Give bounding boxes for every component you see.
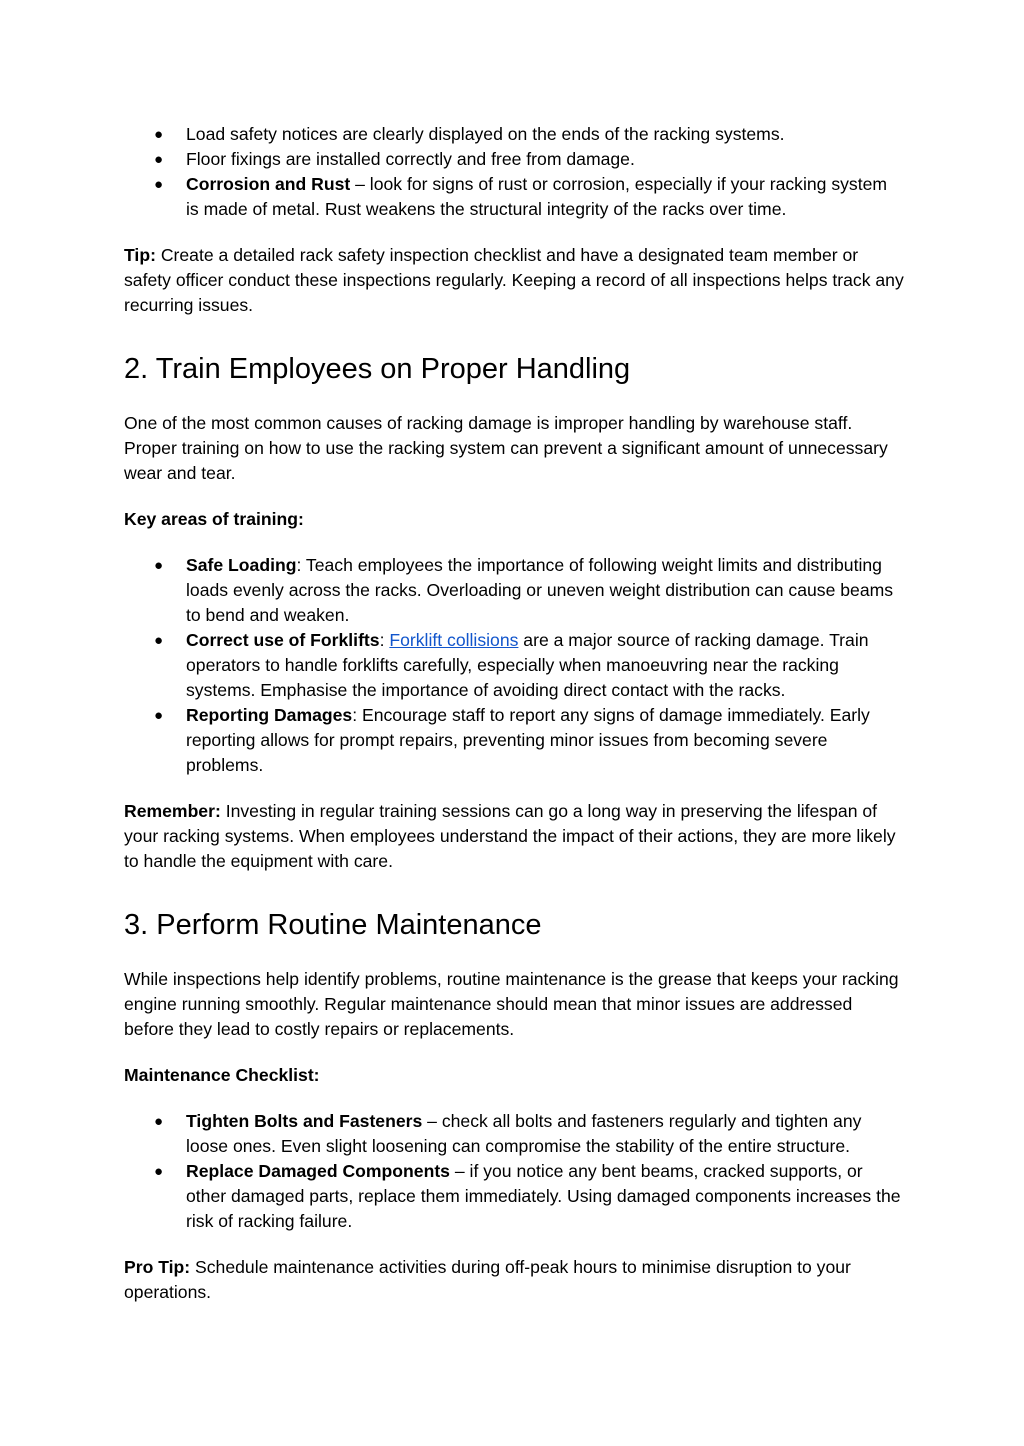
- tip-label: Tip:: [124, 245, 156, 265]
- list-item-bold: Corrosion and Rust: [186, 174, 351, 194]
- list-item: [154, 122, 904, 147]
- training-list: [124, 553, 904, 778]
- list-item: [154, 553, 904, 628]
- list-item-bold: Tighten Bolts and Fasteners: [186, 1111, 423, 1131]
- pro-tip-paragraph: [124, 1255, 904, 1305]
- list-item-bold: Correct use of Forklifts: [186, 630, 380, 650]
- pro-tip-label: Pro Tip:: [124, 1257, 191, 1277]
- list-item-bold: Safe Loading: [186, 555, 297, 575]
- bullet-icon: ●: [154, 632, 164, 649]
- bullet-icon: ●: [154, 151, 164, 168]
- bullet-icon: ●: [154, 176, 164, 193]
- remember-label: Remember:: [124, 801, 221, 821]
- tip-text: Create a detailed rack safety inspection checklist and have a designated team member or safety officer conduct these inspections regularly. Keeping a record of all inspections helps track any recurring issues.: [124, 245, 904, 315]
- list-item-text: are a major source of racking damage. Train operators to handle forklifts carefully, especially when manoeuvring near the racking systems. Emphasise the importance of avoiding direct contact with the racks.: [186, 630, 869, 700]
- list-item: [154, 1109, 904, 1159]
- list-item-text: – check all bolts and fasteners regularly and tighten any loose ones. Even slight loosening can compromise the stability of the entire structure.: [186, 1111, 862, 1156]
- list-item: [154, 172, 904, 222]
- maintenance-list: [124, 1109, 904, 1234]
- section3-intro: While inspections help identify problems, routine maintenance is the grease that keeps your racking engine running smoothly. Regular maintenance should mean that minor issues are addressed before they lead to costly repairs or replacements.: [124, 969, 899, 1039]
- list-item-text: : Teach employees the importance of following weight limits and distributing loads evenly across the racks. Overloading or uneven weight distribution can cause beams to bend and weaken.: [186, 555, 894, 625]
- list-item-text: Floor fixings are installed correctly and free from damage.: [186, 149, 635, 169]
- forklift-collisions-link[interactable]: Forklift collisions: [389, 630, 519, 650]
- list-item-bold: Replace Damaged Components: [186, 1161, 450, 1181]
- bullet-icon: ●: [154, 1163, 164, 1180]
- tip-paragraph: [124, 243, 904, 318]
- list-item: [154, 703, 904, 778]
- section2-heading: 2. Train Employees on Proper Handling: [124, 353, 631, 385]
- pro-tip-text: Schedule maintenance activities during off-peak hours to minimise disruption to your operations.: [124, 1257, 851, 1302]
- list-item-text: Load safety notices are clearly displayed on the ends of the racking systems.: [186, 124, 785, 144]
- bullet-icon: ●: [154, 707, 164, 724]
- list-item: [154, 147, 904, 172]
- section2-intro: One of the most common causes of racking damage is improper handling by warehouse staff. Proper training on how to use the racking system can prevent a significant amount of unnecessary wear and tear.: [124, 413, 888, 483]
- list-item-text: – look for signs of rust or corrosion, especially if your racking system is made of metal. Rust weakens the structural integrity of the racks over time.: [186, 174, 888, 219]
- list-item-text: – if you notice any bent beams, cracked supports, or other damaged parts, replace them immediately. Using damaged components increases the risk of racking failure.: [186, 1161, 901, 1231]
- bullet-icon: ●: [154, 126, 164, 143]
- remember-paragraph: [124, 799, 904, 874]
- list-item: [154, 1159, 904, 1234]
- section3-heading: 3. Perform Routine Maintenance: [124, 909, 542, 941]
- inspection-list: [124, 122, 904, 222]
- list-item-text: : Encourage staff to report any signs of damage immediately. Early reporting allows for prompt repairs, preventing minor issues from becoming severe problems.: [186, 705, 870, 775]
- section2-subheading: Key areas of training:: [124, 509, 304, 529]
- section3-subheading: Maintenance Checklist:: [124, 1065, 320, 1085]
- remember-text: Investing in regular training sessions can go a long way in preserving the lifespan of your racking systems. When employees understand the impact of their actions, they are more likely to handle the equipment with care.: [124, 801, 896, 871]
- document-page: [124, 122, 904, 1305]
- bullet-icon: ●: [154, 1113, 164, 1130]
- list-item-bold: Reporting Damages: [186, 705, 353, 725]
- list-item-pre: :: [379, 630, 390, 650]
- bullet-icon: ●: [154, 557, 164, 574]
- list-item: [154, 628, 904, 703]
